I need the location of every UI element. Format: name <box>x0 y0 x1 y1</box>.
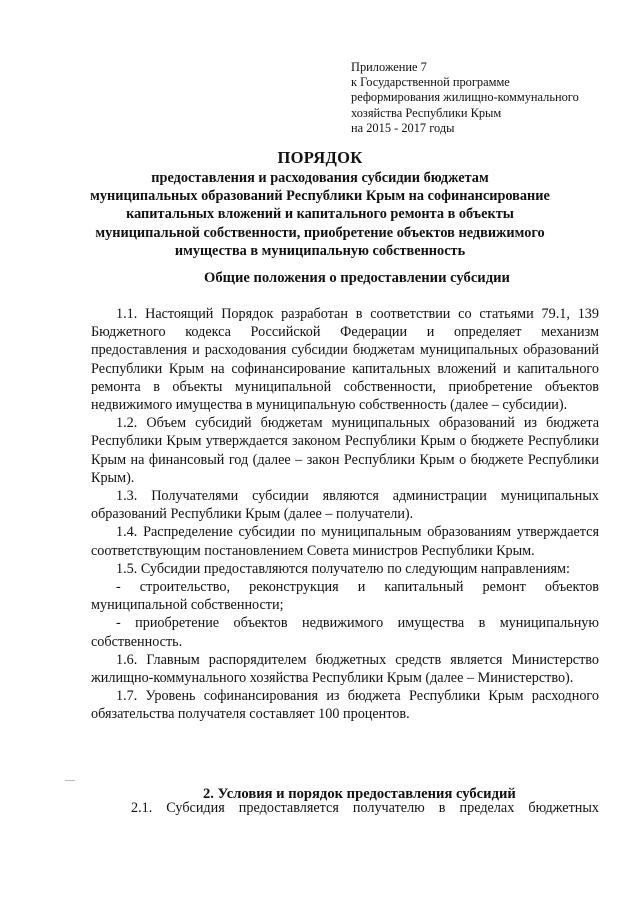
appendix-note <box>351 60 611 136</box>
subtitle-line: муниципальной собственности, приобретение объектов недвижимого <box>95 224 545 241</box>
appendix-line: Приложение 7 <box>351 60 427 74</box>
paragraph-2-1: 2.1. Субсидия предоставляется получателю в пределах бюджетных <box>131 800 599 816</box>
subtitle-line: предоставления и расходования субсидии бюджетам <box>151 170 489 186</box>
appendix-line: на 2015 - 2017 годы <box>351 120 455 135</box>
subtitle-line: капитальных вложений и капитального ремонта в объекты <box>126 206 514 223</box>
document-subtitle <box>40 169 600 260</box>
section-2-heading: 2. Условия и порядок предоставления субсидий <box>203 786 516 802</box>
appendix-line: к Государственной программе <box>351 75 510 90</box>
paragraph-1-5: 1.5. Субсидии предоставляются получателю по следующим направлениям: <box>116 560 570 577</box>
subtitle-line: муниципальных образований Республики Крым на софинансирование <box>90 188 550 205</box>
document-title: ПОРЯДОК <box>277 148 363 167</box>
scan-mark <box>65 780 75 781</box>
paragraph-1-7: 1.7. Уровень софинансирования из бюджета Республики Крым расходного обязательства получателя составляет 100 процентов. <box>91 688 599 723</box>
paragraph-1-1: 1.1. Настоящий Порядок разработан в соответствии со статьями 79.1, 139 Бюджетного кодекса Российской Федерации и определяет механизм предоставления и расходования субсидии бюджетам муниципальных образований Республики Крым на софинансирование капитальных вложений и капитального ремонта в объекты муниципальной собственности, приобретение объектов недвижимого имущества в муниципальную собственность (далее – субсидии). <box>91 306 599 414</box>
appendix-line: реформирования жилищно-коммунального <box>351 90 579 105</box>
paragraph-1-3: 1.3. Получателями субсидии являются администрации муниципальных образований Республики Крым (далее – получатели). <box>91 488 599 523</box>
paragraph-1-2: 1.2. Объем субсидий бюджетам муниципальных образований из бюджета Республики Крым утверждается законом Республики Крым о бюджете Республики Крым на финансовый год (далее – закон Республики Крым о бюджете Республики Крым). <box>91 415 599 486</box>
section-1-heading: Общие положения о предоставлении субсидии <box>204 270 510 286</box>
list-item-construction: - строительство, реконструкция и капитальный ремонт объектов муниципальной собственности; <box>91 579 599 614</box>
section-1-body <box>91 305 599 724</box>
appendix-line: хозяйства Республики Крым <box>351 105 502 120</box>
paragraph-1-6: 1.6. Главным распорядителем бюджетных средств является Министерство жилищно-коммунального хозяйства Республики Крым (далее – Министерство). <box>91 651 599 687</box>
list-item-acquisition: - приобретение объектов недвижимого имущества в муниципальную собственность. <box>91 615 599 650</box>
subtitle-line: имущества в муниципальную собственность <box>174 242 466 259</box>
paragraph-1-4: 1.4. Распределение субсидии по муниципальным образованиям утверждается соответствующим постановлением Совета министров Республики Крым. <box>91 524 599 559</box>
